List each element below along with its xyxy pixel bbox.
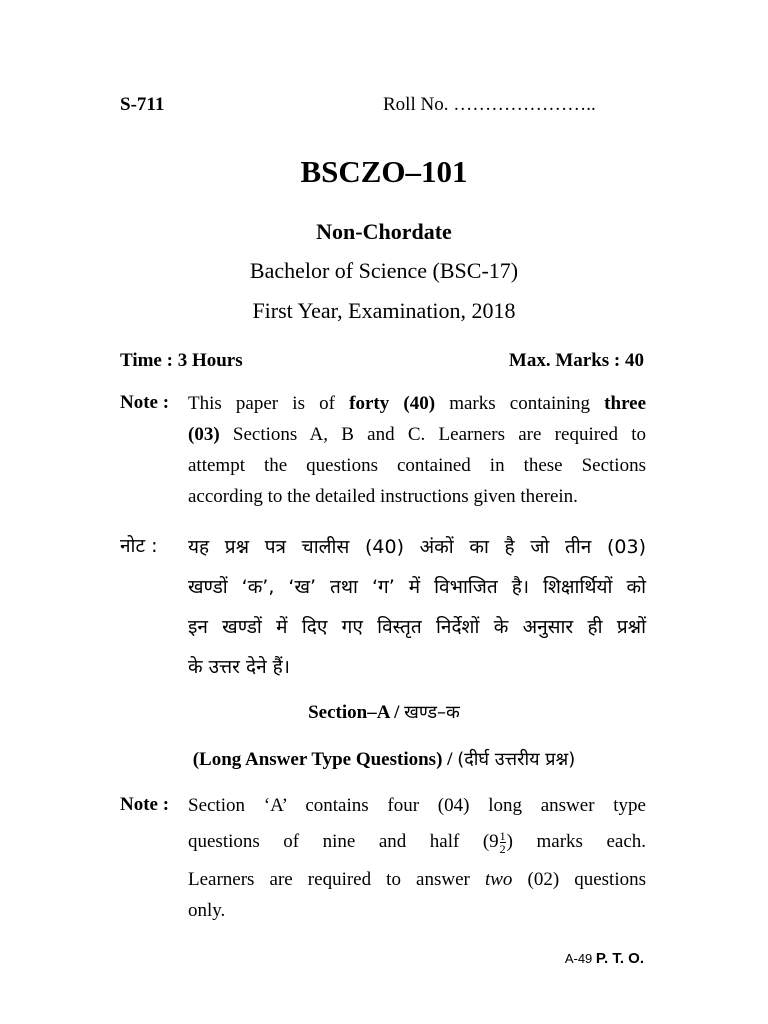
note-line-1: This paper is of forty (40) marks containing three	[188, 393, 647, 414]
hindi-line-2: खण्डों ‘क’, ‘ख’ तथा ‘ग’ में विभाजित है। शिक्षार्थियों को	[188, 576, 646, 598]
page-footer	[565, 950, 644, 967]
section-note-line-2: questions of nine and half (9 $\frac{1}{2}$ ) marks each.	[188, 829, 647, 857]
marks-fraction: (9 $\frac{1}{2}$ )	[482, 829, 513, 857]
paper-title: BSCZO–101	[300, 154, 468, 189]
hindi-line-3: इन खण्डों में दिए गए विस्तृत निर्देशों के अनुसार ही प्रश्नों	[188, 616, 646, 638]
note-hindi-label: नोट :	[120, 535, 158, 557]
note-line-3: attempt the questions contained in these Sections	[188, 455, 646, 476]
note-english	[188, 388, 646, 512]
subject-name: Non-Chordate	[316, 219, 452, 244]
pto-label: P. T. O.	[595, 950, 644, 967]
section-a-subtitle: (Long Answer Type Questions) / (दीर्घ उत्तरीय प्रश्न)	[192, 749, 576, 770]
note-line-4: according to the detailed instructions given therein.	[188, 486, 578, 507]
time-allowed: Time : 3 Hours	[120, 350, 243, 371]
section-note-line-4: only.	[188, 900, 226, 921]
section-note-line-1: Section ‘A’ contains four (04) long answer type	[188, 795, 646, 816]
footer-code: A-49	[564, 951, 593, 966]
note-line-2: (03) Sections A, B and C. Learners are required to	[188, 424, 647, 445]
section-note-label: Note :	[120, 794, 170, 815]
note-hindi	[188, 527, 646, 687]
roll-number-field: Roll No. …………………..	[383, 94, 596, 115]
section-note	[188, 790, 646, 930]
max-marks: Max. Marks : 40	[508, 350, 644, 371]
section-note-line-3: Learners are required to answer two (02) questions	[188, 869, 647, 890]
note-label: Note :	[120, 392, 170, 413]
hindi-line-1: यह प्रश्न पत्र चालीस (40) अंकों का है जो तीन (03)	[188, 536, 646, 558]
exam-name: First Year, Examination, 2018	[252, 298, 516, 323]
section-a-title: Section–A / खण्ड–क	[308, 702, 460, 723]
hindi-line-4: के उत्तर देने हैं।	[188, 656, 290, 678]
paper-code: S-711	[120, 94, 165, 115]
degree-name: Bachelor of Science (BSC-17)	[249, 258, 519, 283]
